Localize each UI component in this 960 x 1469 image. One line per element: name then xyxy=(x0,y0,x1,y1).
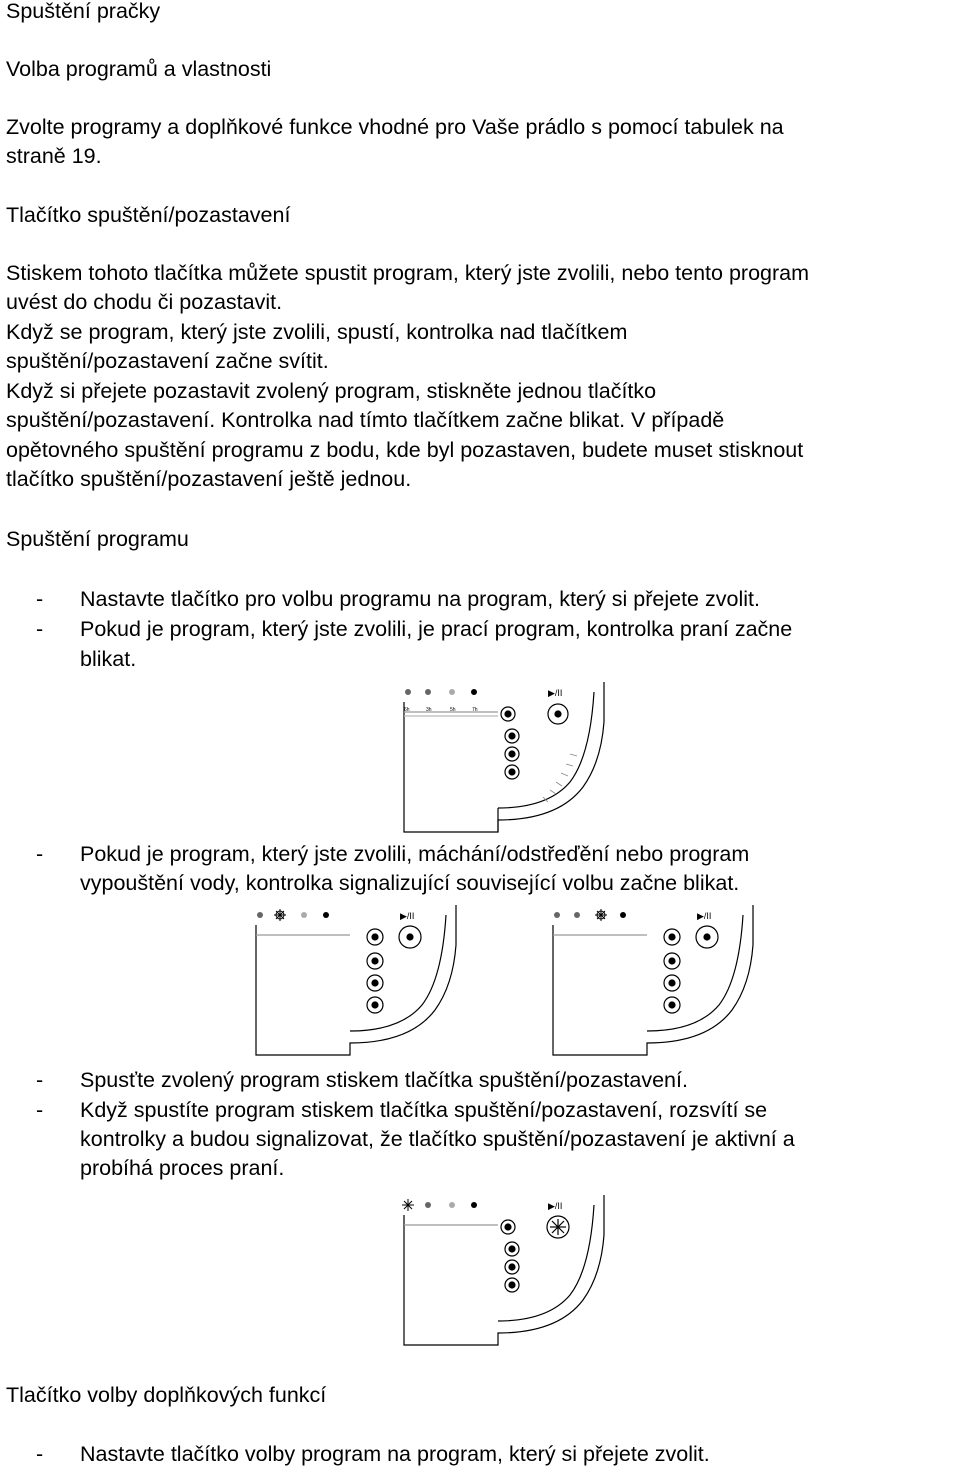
start-button-active-icon xyxy=(550,1219,566,1235)
list-item: - Nastavte tlačítko volby program na program, který si přejete zvolit. xyxy=(36,1442,710,1466)
svg-text:5h: 5h xyxy=(450,707,456,713)
paragraph-line: spuštění/pozastavení začne svítit. xyxy=(6,349,329,373)
list-item-continuation: blikat. xyxy=(80,647,137,671)
paragraph-line: spuštění/pozastavení. Kontrolka nad tímto tlačítkem začne blikat. V případě xyxy=(6,408,725,432)
paragraph-line: tlačítko spuštění/pozastavení ještě jednou. xyxy=(6,467,412,491)
list-item: - Pokud je program, který jste zvolili, je prací program, kontrolka praní začne xyxy=(36,617,793,641)
indicator-lights xyxy=(404,688,562,713)
list-item: - Spusťte zvolený program stiskem tlačítka spuštění/pozastavení. xyxy=(36,1068,688,1092)
panel-buttons xyxy=(501,704,568,779)
control-panel-diagram xyxy=(547,905,762,1060)
paragraph-line: uvést do chodu či pozastavit. xyxy=(6,290,283,314)
page-title: Spuštění pračky xyxy=(6,0,161,23)
paragraph-line: Zvolte programy a doplňkové funkce vhodné pro Vaše prádlo s pomocí tabulek na xyxy=(6,115,784,139)
list-item-continuation: kontrolky a budou signalizovat, že tlačítko spuštění/pozastavení je aktivní a xyxy=(80,1127,795,1151)
active-indicator-icon xyxy=(402,1199,414,1211)
list-item: - Nastavte tlačítko pro volbu programu na program, který si přejete zvolit. xyxy=(36,587,760,611)
section-heading-extra-functions: Tlačítko volby doplňkových funkcí xyxy=(6,1383,327,1407)
paragraph-line: straně 19. xyxy=(6,144,102,168)
blinking-indicator-icon xyxy=(274,909,286,921)
svg-text:3h: 3h xyxy=(426,707,432,713)
play-pause-icon: ▶/II xyxy=(548,688,563,698)
play-pause-icon: ▶/II xyxy=(697,911,712,921)
play-pause-icon: ▶/II xyxy=(400,911,415,921)
paragraph-line: Když si přejete pozastavit zvolený program, stiskněte jednou tlačítko xyxy=(6,379,657,403)
section-heading-start-pause: Tlačítko spuštění/pozastavení xyxy=(6,203,291,227)
list-item: - Pokud je program, který jste zvolili, máchání/odstřeďění nebo program xyxy=(36,842,750,866)
list-item-continuation: vypouštění vody, kontrolka signalizující související volbu začne blikat. xyxy=(80,871,740,895)
svg-text:7h: 7h xyxy=(472,707,478,713)
play-pause-icon: ▶/II xyxy=(548,1201,563,1211)
paragraph-line: Když se program, který jste zvolili, spustí, kontrolka nad tlačítkem xyxy=(6,320,628,344)
paragraph-line: opětovného spuštění programu z bodu, kde byl pozastaven, budete muset stisknout xyxy=(6,438,804,462)
list-item-continuation: probíhá proces praní. xyxy=(80,1156,285,1180)
control-panel-diagram xyxy=(250,905,465,1060)
paragraph-line: Stiskem tohoto tlačítka můžete spustit program, který jste zvolili, nebo tento program xyxy=(6,261,810,285)
blinking-indicator-icon xyxy=(595,909,607,921)
section-heading-program-selection: Volba programů a vlastnosti xyxy=(6,57,272,81)
section-heading-program-start: Spuštění programu xyxy=(6,527,189,551)
control-panel-diagram xyxy=(398,1195,613,1350)
timer-label: 6h xyxy=(404,707,410,713)
control-panel-diagram xyxy=(398,682,613,837)
list-item: - Když spustíte program stiskem tlačítka spuštění/pozastavení, rozsvítí se xyxy=(36,1098,768,1122)
